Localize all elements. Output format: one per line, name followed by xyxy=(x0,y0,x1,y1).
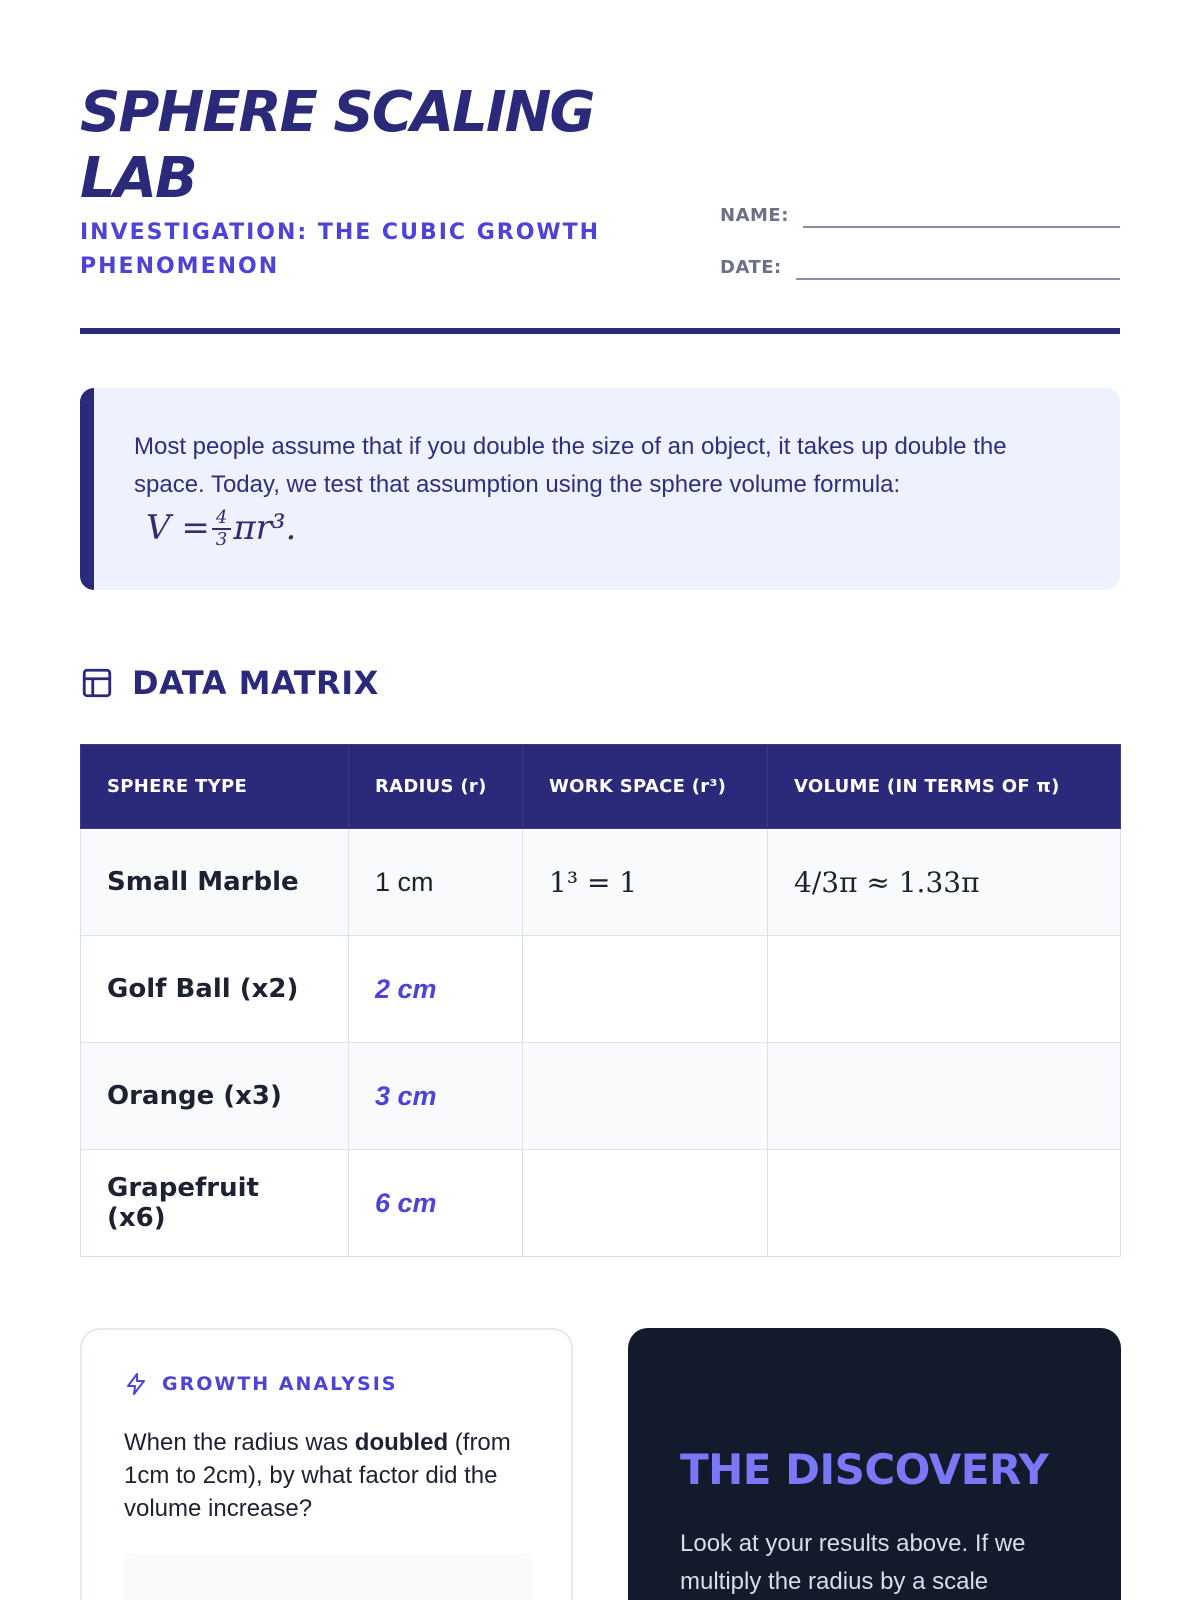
date-input-line[interactable] xyxy=(796,278,1120,280)
analysis-label-text: GROWTH ANALYSIS xyxy=(162,1373,398,1395)
data-table xyxy=(80,744,1121,1257)
radius-cell: 6 cm xyxy=(349,1150,523,1257)
table-row xyxy=(81,936,1121,1043)
table-icon xyxy=(80,666,114,700)
radius-cell: 3 cm xyxy=(349,1043,523,1150)
table-row xyxy=(81,829,1121,936)
fraction-top: 4 xyxy=(212,508,231,530)
table-row xyxy=(81,1043,1121,1150)
formula-prefix: V = xyxy=(146,508,210,548)
work-space-cell[interactable] xyxy=(523,1150,768,1257)
header-divider xyxy=(80,328,1120,334)
question-suffix: (from 1cm to 2cm), by what factor did the volume increase? xyxy=(124,1429,511,1522)
data-matrix-heading xyxy=(80,660,379,706)
intro-text: Most people assume that if you double the size of an object, it takes up double the space. Today, we test that assumption using the sphere volume formula: xyxy=(134,433,1007,498)
volume-cell[interactable]: 4/3π ≈ 1.33π xyxy=(768,829,1121,936)
radius-cell: 1 cm xyxy=(349,829,523,936)
question-bold: doubled xyxy=(354,1429,449,1456)
growth-analysis-card xyxy=(80,1328,573,1600)
question-prefix: When the radius was xyxy=(124,1429,355,1456)
name-row xyxy=(720,200,1120,232)
date-row xyxy=(720,252,1120,284)
bolt-icon xyxy=(124,1372,148,1396)
table-row xyxy=(81,1150,1121,1257)
data-table-wrapper xyxy=(80,744,1120,1257)
answer-box[interactable] xyxy=(124,1554,532,1600)
sphere-type-cell: Golf Ball (x2) xyxy=(81,936,349,1043)
discovery-title: THE DISCOVERY xyxy=(680,1445,1049,1494)
radius-cell: 2 cm xyxy=(349,936,523,1043)
sphere-type-cell: Orange (x3) xyxy=(81,1043,349,1150)
student-meta xyxy=(720,200,1120,304)
table-header-row xyxy=(81,745,1121,829)
formula-suffix: πr³ xyxy=(233,508,286,548)
formula-fraction xyxy=(212,508,231,550)
formula-period: . xyxy=(285,508,297,548)
header-radius: RADIUS (r) xyxy=(349,745,523,829)
volume-cell[interactable] xyxy=(768,936,1121,1043)
callout-accent-bar xyxy=(80,388,94,590)
section-title: DATA MATRIX xyxy=(132,664,379,702)
page-title: SPHERE SCALING LAB xyxy=(80,80,594,211)
sphere-type-cell: Small Marble xyxy=(81,829,349,936)
discovery-text: Look at your results above. If we multiply the radius by a scale xyxy=(680,1530,1026,1595)
discovery-card xyxy=(628,1328,1121,1600)
work-space-cell[interactable] xyxy=(523,1043,768,1150)
sphere-type-cell: Grapefruit (x6) xyxy=(81,1150,349,1257)
intro-callout xyxy=(80,388,1120,590)
work-space-cell[interactable]: 1³ = 1 xyxy=(523,829,768,936)
header-sphere-type: SPHERE TYPE xyxy=(81,745,349,829)
header-volume: VOLUME (IN TERMS OF π) xyxy=(768,745,1121,829)
volume-cell[interactable] xyxy=(768,1043,1121,1150)
sphere-volume-formula xyxy=(146,498,296,558)
fraction-bottom: 3 xyxy=(215,529,228,550)
date-label: DATE: xyxy=(720,257,782,278)
name-input-line[interactable] xyxy=(803,226,1120,228)
header xyxy=(80,80,1120,320)
analysis-label xyxy=(124,1372,397,1396)
volume-cell[interactable] xyxy=(768,1150,1121,1257)
page-subtitle: INVESTIGATION: THE CUBIC GROWTH PHENOMENON xyxy=(80,220,601,279)
work-space-cell[interactable] xyxy=(523,936,768,1043)
header-work-space: WORK SPACE (r³) xyxy=(523,745,768,829)
name-label: NAME: xyxy=(720,205,789,226)
analysis-question xyxy=(124,1426,534,1525)
